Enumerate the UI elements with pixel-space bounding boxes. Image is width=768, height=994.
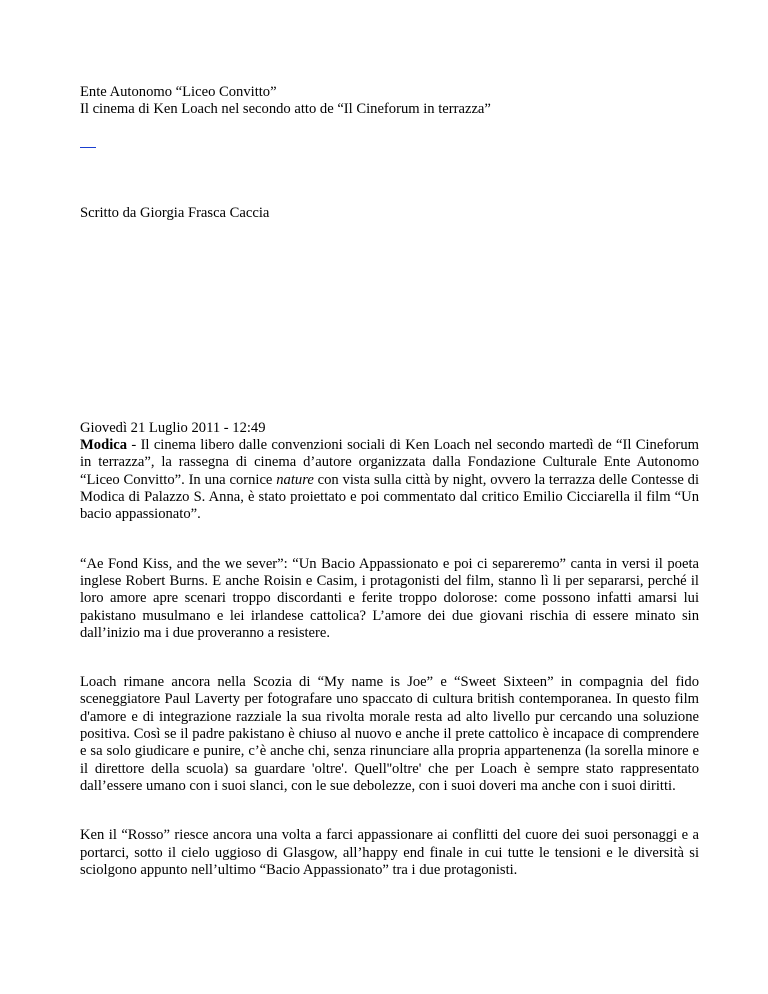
article-paragraph-3: Loach rimane ancora nella Scozia di “My name is Joe” e “Sweet Sixteen” in compagnia del fido sceneggiatore Paul Laverty per fotografare uno spaccato di cultura british contemporanea. In questo film d'amore e di integrazione razziale la sua rivolta morale resta ad alto livello pur cercando una soluzione positiva. Così se il padre pakistano è chiuso al nuovo e anche il prete cattolico è incapace di comprendere e sa solo giudicare e punire, c’è anche chi, senza rinunciare alla propria appartenenza (la sorella minore e il direttore della scuola) sa guardare 'oltre'. Quell''oltre' che per Loach è sempre stato rappresentato dall’essere umano con i suoi slanci, con le sue debolezze, con i suoi doveri ma anche con i suoi diritti.	[80, 674, 699, 794]
author-byline: Scritto da Giorgia Frasca Caccia	[80, 204, 270, 221]
paragraph-1-text-a: - Il cinema libero dalle convenzioni sociali di Ken Loach nel secondo martedì de “Il Cineforum in terrazza”, la rassegna di cinema d’autore organizzata dalla Fondazione Culturale Ente Autonomo “Liceo Convitto”. In una cornice	[80, 437, 699, 488]
dateline-place: Modica	[80, 437, 128, 454]
article-paragraph-2: “Ae Fond Kiss, and the we sever”: “Un Bacio Appassionato e poi ci separeremo” canta in versi il poeta inglese Robert Burns. E anche Roisin e Casim, i protagonisti del film, stanno lì li per separarsi, perché il loro amore apre scenari troppo discordanti e ferite troppo dolorose: come possono infatti amarsi lui pakistano musulmano e lei irlandese cattolica? L’amore dei due giovani rischia di essere minato sin dall’inizio ma i due proveranno a resistere.	[80, 555, 699, 641]
empty-link[interactable]	[80, 146, 96, 148]
article-paragraph-4: Ken il “Rosso” riesce ancora una volta a farci appassionare ai conflitti del cuore dei suoi personaggi e a portarci, sotto il cielo uggioso di Glasgow, all’happy end finale in cui tutte le tensioni e le diversità si sciolgono appunto nell’ultimo “Bacio Appassionato” tra i due protagonisti.	[80, 827, 699, 878]
paragraph-1-text-b: con vista sulla città by night, ovvero la terrazza delle Contesse di Modica di Palazzo S. Anna, è stato proiettato e poi commentato dal critico Emilio Cicciarella il film “Un bacio appassionato”.	[80, 471, 699, 523]
article-title: Il cinema di Ken Loach nel secondo atto de “Il Cineforum in terrazza”	[80, 101, 491, 118]
article-paragraph-1	[80, 437, 699, 523]
paragraph-1-italic: nature	[276, 471, 314, 488]
publisher-line: Ente Autonomo “Liceo Convitto”	[80, 84, 277, 100]
document-page	[80, 84, 699, 879]
publish-date: Giovedì 21 Luglio 2011 - 12:49	[80, 419, 266, 436]
